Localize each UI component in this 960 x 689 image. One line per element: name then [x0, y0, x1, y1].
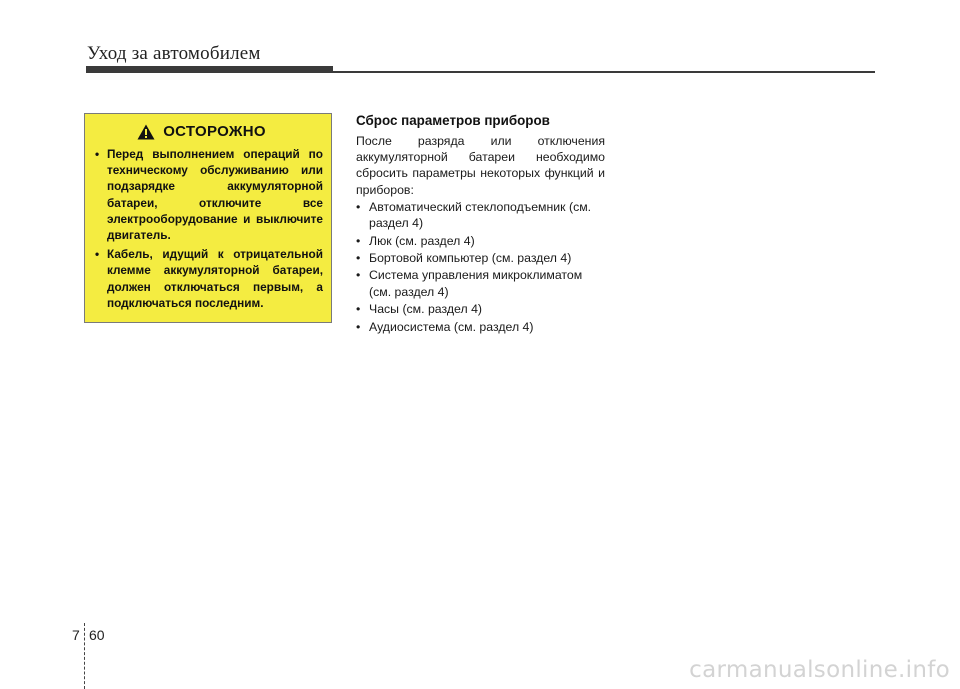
- header-rule-thin: [333, 71, 875, 73]
- bullet: •: [356, 199, 361, 214]
- caution-item-text: Кабель, идущий к отрицательной клемме аккумуляторной батареи, должен отключаться первым, а подключаться последним.: [107, 247, 323, 310]
- list-item-text: Аудиосистема (см. раздел 4): [369, 319, 534, 334]
- bullet: •: [356, 319, 361, 334]
- bullet: •: [95, 247, 100, 262]
- list-item: [356, 267, 605, 300]
- bullet: •: [356, 233, 361, 248]
- header-rule-thick: [86, 66, 333, 73]
- list-item-text: Часы (см. раздел 4): [369, 302, 483, 317]
- list-item: [356, 250, 605, 266]
- page-number: 60: [89, 627, 105, 643]
- bullet: •: [356, 302, 361, 317]
- warning-triangle-icon: [137, 124, 155, 140]
- watermark: carmanualsonline.info: [689, 657, 950, 683]
- caution-header: [80, 123, 323, 140]
- page-number-divider: [84, 623, 85, 689]
- caution-title: ОСТОРОЖНО: [163, 123, 266, 140]
- section-intro: После разряда или отключения аккумуляторной батареи необходимо сбросить параметры некоторых функций и приборов:: [356, 134, 605, 197]
- instrument-reset-section: [356, 113, 605, 336]
- caution-box: [84, 113, 332, 323]
- list-item: [356, 233, 605, 249]
- list-item-text: Бортовой компьютер (см. раздел 4): [369, 251, 572, 266]
- bullet: •: [356, 268, 361, 283]
- chapter-number: 7: [72, 627, 80, 643]
- bullet: •: [356, 251, 361, 266]
- list-item-text: Система управления микроклиматом (см. раздел 4): [369, 268, 583, 299]
- bullet: •: [95, 147, 100, 161]
- page-header-title: Уход за автомобилем: [87, 43, 261, 64]
- list-item: [356, 199, 605, 232]
- list-item: [356, 319, 605, 335]
- caution-item: [94, 146, 323, 243]
- list-item: [356, 301, 605, 317]
- list-item-text: Автоматический стеклоподъемник (см. раздел 4): [369, 199, 592, 231]
- list-item-text: Люк (см. раздел 4): [369, 233, 475, 248]
- caution-item-text: Перед выполнением операций по техническому обслуживанию или подзарядке аккумуляторной батареи, отключите все электрооборудование и выключите двигатель.: [107, 147, 323, 243]
- section-title: Сброс параметров приборов: [356, 113, 550, 128]
- caution-item: [94, 246, 323, 311]
